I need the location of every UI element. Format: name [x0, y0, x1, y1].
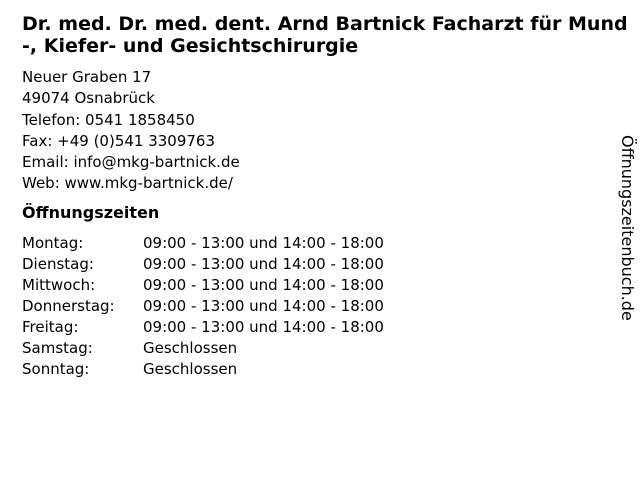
hours-row-wednesday	[22, 275, 640, 296]
day-label: Montag:	[22, 233, 84, 252]
time-value: 09:00 - 13:00 und 14:00 - 18:00	[143, 275, 384, 294]
day-label: Sonntag:	[22, 359, 90, 378]
web-line: Web: www.mkg-bartnick.de/	[22, 174, 233, 193]
hours-row-friday	[22, 317, 640, 338]
hours-row-tuesday	[22, 254, 640, 275]
time-value: 09:00 - 13:00 und 14:00 - 18:00	[143, 233, 384, 252]
hours-row-sunday	[22, 359, 640, 380]
email-line: Email: info@mkg-bartnick.de	[22, 153, 240, 172]
time-value: Geschlossen	[143, 359, 238, 378]
day-label: Dienstag:	[22, 254, 94, 273]
day-label: Donnerstag:	[22, 296, 115, 315]
fax-line: Fax: +49 (0)541 3309763	[22, 131, 216, 150]
hours-row-monday	[22, 233, 640, 254]
day-label: Samstag:	[22, 338, 93, 357]
page-title: Dr. med. Dr. med. dent. Arnd Bartnick Facharzt für Mund-, Kiefer- und Gesichtschirurgie	[22, 13, 628, 57]
watermark-vertical-text: Öffnungszeitenbuch.de	[618, 135, 637, 321]
time-value: 09:00 - 13:00 und 14:00 - 18:00	[143, 317, 384, 336]
time-value: Geschlossen	[143, 338, 238, 357]
hours-row-saturday	[22, 338, 640, 359]
contact-block	[22, 67, 640, 195]
time-value: 09:00 - 13:00 und 14:00 - 18:00	[143, 296, 384, 315]
opening-hours-table	[22, 233, 640, 380]
day-label: Freitag:	[22, 317, 79, 336]
address-street: Neuer Graben 17	[22, 68, 152, 86]
opening-hours-heading: Öffnungszeiten	[22, 202, 160, 222]
hours-row-thursday	[22, 296, 640, 317]
day-label: Mittwoch:	[22, 275, 96, 294]
phone-line: Telefon: 0541 1858450	[22, 110, 195, 129]
address-city: 49074 Osnabrück	[22, 89, 155, 108]
time-value: 09:00 - 13:00 und 14:00 - 18:00	[143, 254, 384, 273]
